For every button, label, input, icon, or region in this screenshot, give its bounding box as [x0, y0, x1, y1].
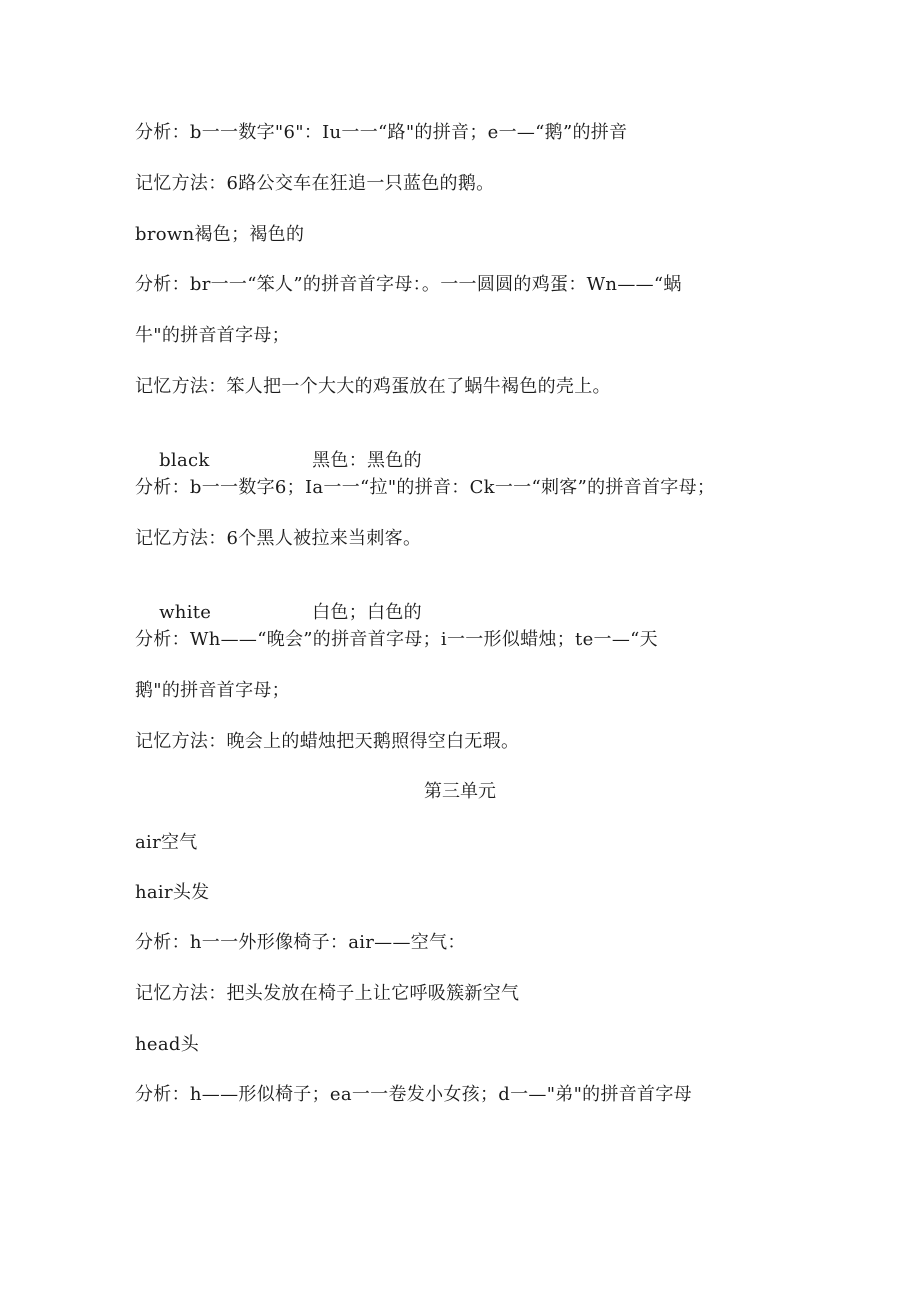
- analysis-brown-line2: 牛"的拼音首字母；: [135, 325, 290, 346]
- analysis-white-line1: 分析：Wh——“晚会”的拼音首字母；i一一形似蜡烛；te一—“天: [135, 629, 658, 650]
- word-head: head头: [135, 1034, 199, 1055]
- memory-method-hair: 记忆方法：把头发放在椅子上让它呼吸簇新空气: [135, 983, 520, 1004]
- word-white-term: white: [159, 602, 212, 623]
- memory-method-black: 记忆方法：6个黑人被拉来当刺客。: [135, 528, 422, 549]
- analysis-hair: 分析：h一一外形像椅子：air——空气：: [135, 932, 466, 953]
- word-hair: hair头发: [135, 882, 210, 903]
- word-black-term: black: [159, 450, 210, 471]
- analysis-black: 分析：b一一数字6；Ia一一“拉"的拼音：Ck一一“刺客”的拼音首字母；: [135, 477, 716, 498]
- memory-method-white: 记忆方法：晚会上的蜡烛把天鹅照得空白无瑕。: [135, 731, 520, 752]
- memory-method-brown: 记忆方法：笨人把一个大大的鸡蛋放在了蜗牛褐色的壳上。: [135, 376, 611, 397]
- unit-heading: 第三单元: [424, 781, 496, 802]
- word-air: air空气: [135, 832, 198, 853]
- analysis-blue: 分析：b一一数字"6"：Iu一一“路"的拼音；e一—“鹅”的拼音: [135, 122, 628, 143]
- analysis-head: 分析：h——形似椅子；ea一一卷发小女孩；d一—"弟"的拼音首字母: [135, 1084, 692, 1105]
- analysis-white-line2: 鹅"的拼音首字母；: [135, 680, 290, 701]
- analysis-brown-line1: 分析：br一一“笨人”的拼音首字母：。一一圆圆的鸡蛋：Wn——“蜗: [135, 274, 682, 295]
- word-brown: brown褐色；褐色的: [135, 224, 305, 245]
- word-white-gloss: 白色；白色的: [312, 602, 422, 623]
- memory-method-blue: 记忆方法：6路公交车在狂追一只蓝色的鹅。: [135, 173, 495, 194]
- word-black-gloss: 黑色：黑色的: [312, 450, 422, 471]
